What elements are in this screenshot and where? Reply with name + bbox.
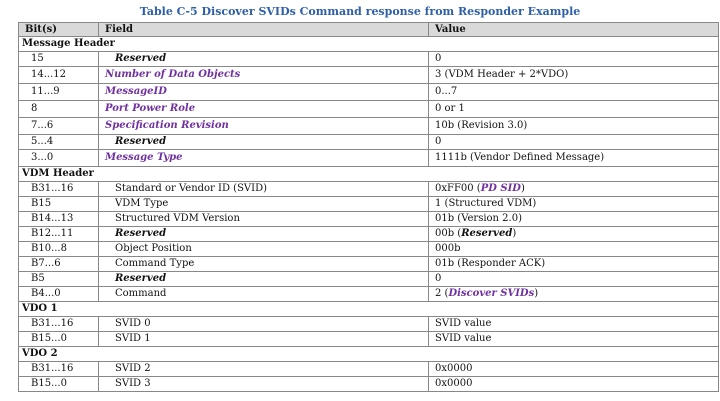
value-cell xyxy=(429,118,719,135)
bits-cell: B4...0 xyxy=(19,287,99,302)
field-cell xyxy=(99,212,429,227)
value-part: 000b xyxy=(435,243,461,254)
field-cell xyxy=(99,197,429,212)
table-row xyxy=(19,135,719,150)
table-row xyxy=(19,362,719,377)
bits-cell: 5...4 xyxy=(19,135,99,150)
bits-cell: B5 xyxy=(19,272,99,287)
section-title: VDO 2 xyxy=(19,347,719,362)
value-part: PD SID xyxy=(480,183,521,194)
value-part: 0 xyxy=(435,273,442,284)
table-row xyxy=(19,377,719,392)
value-cell xyxy=(429,101,719,118)
value-part: 2 ( xyxy=(435,288,449,299)
table-row xyxy=(19,150,719,167)
field-label: MessageID xyxy=(105,86,167,97)
bits-cell: B10...8 xyxy=(19,242,99,257)
field-cell xyxy=(99,101,429,118)
value-cell xyxy=(429,197,719,212)
bits-cell: 11...9 xyxy=(19,84,99,101)
value-part: ) xyxy=(520,183,525,194)
value-cell xyxy=(429,135,719,150)
value-part: Discover SVIDs xyxy=(448,288,535,299)
field-label: Message Type xyxy=(105,152,183,163)
field-cell xyxy=(99,317,429,332)
field-cell xyxy=(99,67,429,84)
field-label: Structured VDM Version xyxy=(115,213,240,224)
value-cell xyxy=(429,257,719,272)
value-cell xyxy=(429,84,719,101)
field-label: Command xyxy=(115,288,167,299)
value-cell xyxy=(429,67,719,84)
value-cell xyxy=(429,287,719,302)
field-label: SVID 3 xyxy=(115,378,151,389)
value-part: 01b (Version 2.0) xyxy=(435,213,522,224)
table-row xyxy=(19,67,719,84)
field-label: SVID 0 xyxy=(115,318,151,329)
value-part: 0 xyxy=(435,136,442,147)
value-cell xyxy=(429,227,719,242)
bits-cell: B12...11 xyxy=(19,227,99,242)
field-cell xyxy=(99,362,429,377)
section-title: VDO 1 xyxy=(19,302,719,317)
field-label: Number of Data Objects xyxy=(105,69,241,80)
value-part: ) xyxy=(534,288,539,299)
field-label: Port Power Role xyxy=(105,103,196,114)
bits-cell: B15...0 xyxy=(19,332,99,347)
field-cell xyxy=(99,272,429,287)
field-label: Reserved xyxy=(115,228,167,239)
field-label: Object Position xyxy=(115,243,192,254)
table-row xyxy=(19,84,719,101)
field-label: VDM Type xyxy=(115,198,169,209)
section-row xyxy=(19,37,719,52)
value-part: 0x0000 xyxy=(435,378,473,389)
bits-cell: B15...0 xyxy=(19,377,99,392)
table-row xyxy=(19,212,719,227)
table-row xyxy=(19,317,719,332)
bits-cell: 7...6 xyxy=(19,118,99,135)
field-label: Standard or Vendor ID (SVID) xyxy=(115,183,268,194)
value-cell xyxy=(429,377,719,392)
value-cell xyxy=(429,272,719,287)
field-cell xyxy=(99,332,429,347)
value-part: 00b ( xyxy=(435,228,462,239)
value-part: 01b (Responder ACK) xyxy=(435,258,546,269)
value-cell xyxy=(429,362,719,377)
value-part: 0...7 xyxy=(435,86,458,97)
value-part: 1 (Structured VDM) xyxy=(435,198,537,209)
value-cell xyxy=(429,182,719,197)
table-row xyxy=(19,257,719,272)
field-cell xyxy=(99,150,429,167)
table-row xyxy=(19,242,719,257)
svid-response-table xyxy=(18,22,719,392)
field-label: Reserved xyxy=(115,136,167,147)
table-row xyxy=(19,287,719,302)
field-cell xyxy=(99,84,429,101)
value-part: 10b (Revision 3.0) xyxy=(435,120,528,131)
bits-cell: B15 xyxy=(19,197,99,212)
section-title: VDM Header xyxy=(19,167,719,182)
field-cell xyxy=(99,287,429,302)
field-cell xyxy=(99,227,429,242)
table-row xyxy=(19,272,719,287)
field-label: Reserved xyxy=(115,53,167,64)
value-cell xyxy=(429,212,719,227)
section-row xyxy=(19,347,719,362)
table-row xyxy=(19,197,719,212)
value-part: 0x0000 xyxy=(435,363,473,374)
field-cell xyxy=(99,182,429,197)
table-row xyxy=(19,182,719,197)
field-label: Specification Revision xyxy=(105,120,229,131)
section-row xyxy=(19,167,719,182)
value-part: 0xFF00 ( xyxy=(435,183,481,194)
value-part: SVID value xyxy=(435,333,492,344)
field-label: SVID 2 xyxy=(115,363,151,374)
value-cell xyxy=(429,242,719,257)
value-cell xyxy=(429,150,719,167)
section-row xyxy=(19,302,719,317)
bits-cell: B31...16 xyxy=(19,317,99,332)
bits-cell: B14...13 xyxy=(19,212,99,227)
header-field: Field xyxy=(99,23,429,37)
field-cell xyxy=(99,257,429,272)
section-title: Message Header xyxy=(19,37,719,52)
table-row xyxy=(19,332,719,347)
bits-cell: B31...16 xyxy=(19,182,99,197)
table-row xyxy=(19,227,719,242)
field-cell xyxy=(99,118,429,135)
value-part: 0 or 1 xyxy=(435,103,465,114)
value-part: ) xyxy=(512,228,517,239)
value-cell xyxy=(429,332,719,347)
field-cell xyxy=(99,135,429,150)
value-cell xyxy=(429,52,719,67)
value-part: SVID value xyxy=(435,318,492,329)
field-label: SVID 1 xyxy=(115,333,151,344)
field-label: Command Type xyxy=(115,258,195,269)
value-part: 3 (VDM Header + 2*VDO) xyxy=(435,69,569,80)
header-value: Value xyxy=(429,23,719,37)
value-part: Reserved xyxy=(461,228,513,239)
table-row xyxy=(19,101,719,118)
bits-cell: 3...0 xyxy=(19,150,99,167)
bits-cell: B7...6 xyxy=(19,257,99,272)
header-bits: Bit(s) xyxy=(19,23,99,37)
field-cell xyxy=(99,377,429,392)
table-row xyxy=(19,118,719,135)
bits-cell: 8 xyxy=(19,101,99,118)
bits-cell: 15 xyxy=(19,52,99,67)
field-cell xyxy=(99,52,429,67)
field-label: Reserved xyxy=(115,273,167,284)
bits-cell: 14...12 xyxy=(19,67,99,84)
value-part: 0 xyxy=(435,53,442,64)
bits-cell: B31...16 xyxy=(19,362,99,377)
table-header-row xyxy=(19,23,719,37)
table-row xyxy=(19,52,719,67)
field-cell xyxy=(99,242,429,257)
value-part: 1111b (Vendor Defined Message) xyxy=(435,152,605,163)
table-caption: Table C-5 Discover SVIDs Command response from Responder Example xyxy=(139,5,581,18)
value-cell xyxy=(429,317,719,332)
